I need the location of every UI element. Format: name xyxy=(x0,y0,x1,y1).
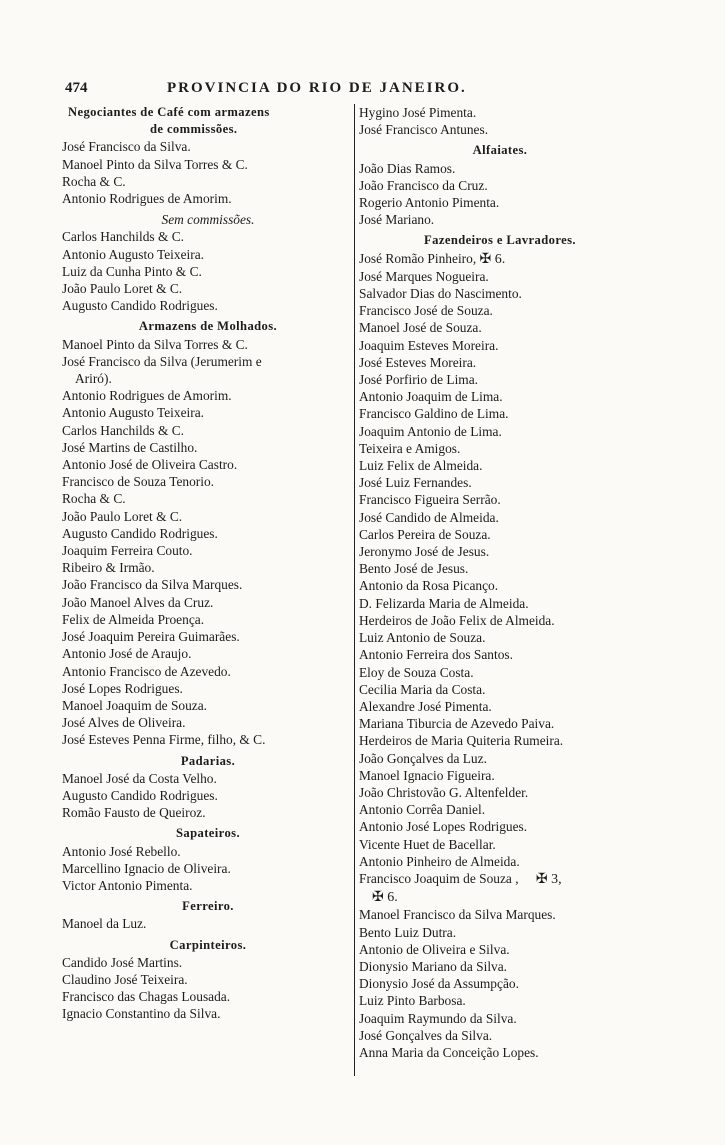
list-item: Dionysio José da Assumpção. xyxy=(359,976,519,992)
list-item-name: José Romão Pinheiro, xyxy=(359,250,477,266)
list-item: Bento Luiz Dutra. xyxy=(359,924,457,940)
list-item-name: Francisco Joaquim de Souza , xyxy=(359,870,519,886)
list-item: Augusto Candido Rodrigues. xyxy=(62,525,218,541)
list-item: Victor Antonio Pimenta. xyxy=(62,877,193,893)
list-item: D. Felizarda Maria de Almeida. xyxy=(359,595,529,611)
section-heading-sem-commissoes: Sem commissões. xyxy=(161,212,255,228)
list-item: José Alves de Oliveira. xyxy=(62,715,186,731)
list-item: Hygino José Pimenta. xyxy=(359,105,477,120)
left-column xyxy=(62,104,354,1023)
list-item: Antonio Corrêa Daniel. xyxy=(359,802,486,818)
fazendeiros-list-b xyxy=(359,906,641,1061)
page-number: 474 xyxy=(65,80,88,96)
list-item: Manoel José da Costa Velho. xyxy=(62,770,217,786)
section-heading-alfaiates: Alfaiates. xyxy=(472,143,528,158)
list-item: Joaquim Ferreira Couto. xyxy=(62,543,193,559)
list-item: Antonio Joaquim de Lima. xyxy=(359,389,503,405)
list-item: Antonio Augusto Teixeira. xyxy=(62,246,205,262)
list-item: Herdeiros de Maria Quiteria Rumeira. xyxy=(359,733,564,749)
list-item: Manoel da Luz. xyxy=(62,916,147,932)
running-title: PROVINCIA DO RIO DE JANEIRO. xyxy=(167,80,467,96)
list-item: Marcellino Ignacio de Oliveira. xyxy=(62,860,231,876)
list-item: Antonio José de Oliveira Castro. xyxy=(62,457,238,473)
list-item xyxy=(359,250,641,268)
list-item: Vicente Huet de Bacellar. xyxy=(359,836,496,852)
list-item: Rogerio Antonio Pimenta. xyxy=(359,195,500,211)
section-heading-sapateiros: Sapateiros. xyxy=(176,826,240,841)
alfaiates-list xyxy=(359,160,641,229)
list-item: Joaquim Antonio de Lima. xyxy=(359,423,502,439)
list-item: José Joaquim Pereira Guimarães. xyxy=(62,629,240,645)
list-item: Carlos Hanchilds & C. xyxy=(62,422,184,438)
list-item: Herdeiros de João Felix de Almeida. xyxy=(359,612,555,628)
list-item: Ribeiro & Irmão. xyxy=(62,560,155,576)
list-item: Joaquim Esteves Moreira. xyxy=(359,337,499,353)
list-item: Candido José Martins. xyxy=(62,954,183,970)
list-item: Jeronymo José de Jesus. xyxy=(359,544,490,560)
list-item: João Paulo Loret & C. xyxy=(62,281,183,297)
list-item: Dionysio Mariano da Silva. xyxy=(359,958,508,974)
list-item: Luiz Felix de Almeida. xyxy=(359,458,483,474)
list-item: Alexandre José Pimenta. xyxy=(359,698,492,714)
list-item: José Candido de Almeida. xyxy=(359,509,499,525)
section-heading-carpinteiros: Carpinteiros. xyxy=(169,937,247,952)
fazendeiros-list-a xyxy=(359,268,641,870)
cafe-list xyxy=(62,138,354,207)
list-item: José Esteves Moreira. xyxy=(359,354,477,370)
list-item: João Francisco da Cruz. xyxy=(359,177,488,193)
column-divider xyxy=(354,104,355,1076)
list-item: José Mariano. xyxy=(359,212,435,228)
list-item: José Martins de Castilho. xyxy=(62,439,198,455)
list-item-wrapped xyxy=(359,870,641,888)
list-item: Ignacio Constantino da Silva. xyxy=(62,1006,221,1022)
list-item-wrapped: José Francisco da Silva (Jerumerim e xyxy=(62,353,262,369)
list-item: José Porfirio de Lima. xyxy=(359,372,479,388)
sapateiros-list xyxy=(62,843,354,895)
list-item: Francisco das Chagas Lousada. xyxy=(62,989,231,1005)
list-item: Rocha & C. xyxy=(62,491,126,507)
cross-icon: ✠ 6. xyxy=(372,890,398,906)
section-heading-cafe: Negociantes de Café com armazens xyxy=(68,105,270,119)
list-item: Francisco Galdino de Lima. xyxy=(359,406,509,422)
list-item: José Lopes Rodrigues. xyxy=(62,680,183,696)
list-item: João Christovão G. Altenfelder. xyxy=(359,784,529,800)
list-item: Carlos Hanchilds & C. xyxy=(62,229,184,245)
list-item: Bento José de Jesus. xyxy=(359,561,469,577)
list-item: Luiz Antonio de Souza. xyxy=(359,630,486,646)
list-item: Carlos Pereira de Souza. xyxy=(359,526,491,542)
list-item: Luiz da Cunha Pinto & C. xyxy=(62,263,202,279)
list-item: Rocha & C. xyxy=(62,173,126,189)
list-item: Luiz Pinto Barbosa. xyxy=(359,993,466,1009)
list-item: Antonio Rodrigues de Amorim. xyxy=(62,388,232,404)
list-item: João Paulo Loret & C. xyxy=(62,508,183,524)
list-item: José Marques Nogueira. xyxy=(359,268,489,284)
page-header xyxy=(65,80,545,102)
list-item: Antonio Francisco de Azevedo. xyxy=(62,663,231,679)
ferreiro-list xyxy=(62,915,354,932)
list-item: Manoel Pinto da Silva Torres & C. xyxy=(62,156,248,172)
list-item: Joaquim Raymundo da Silva. xyxy=(359,1010,517,1026)
list-item: Francisco José de Souza. xyxy=(359,303,493,319)
list-item: Romão Fausto de Queiroz. xyxy=(62,805,206,821)
list-item: Felix de Almeida Proença. xyxy=(62,611,205,627)
list-item: Antonio Pinheiro de Almeida. xyxy=(359,853,520,869)
list-item: José Luiz Fernandes. xyxy=(359,475,472,491)
list-item-wrapped-cont xyxy=(359,888,641,906)
section-heading-ferreiro: Ferreiro. xyxy=(182,899,234,914)
cross-icon: ✠ 6. xyxy=(479,251,506,267)
list-item: Augusto Candido Rodrigues. xyxy=(62,298,218,314)
list-item: Claudino José Teixeira. xyxy=(62,971,188,987)
sem-commissoes-list xyxy=(62,228,354,314)
molhados-list-b xyxy=(62,387,354,748)
list-item: João Dias Ramos. xyxy=(359,160,456,176)
list-item: João Manoel Alves da Cruz. xyxy=(62,594,214,610)
list-item: Cecilia Maria da Costa. xyxy=(359,681,486,697)
list-item: Manoel Ignacio Figueira. xyxy=(359,767,495,783)
list-item: Anna Maria da Conceição Lopes. xyxy=(359,1044,539,1060)
list-item: José Francisco Antunes. xyxy=(359,122,489,138)
section-heading-padarias: Padarias. xyxy=(180,753,236,768)
section-heading-cafe-cont: de commissões. xyxy=(150,122,238,137)
carpinteiros-list xyxy=(62,954,354,1023)
list-item: Antonio José Lopes Rodrigues. xyxy=(359,819,528,835)
list-item: Mariana Tiburcia de Azevedo Paiva. xyxy=(359,716,555,732)
cross-icon: ✠ 3, xyxy=(535,871,562,887)
right-column xyxy=(359,104,641,1061)
list-item: Antonio José de Araujo. xyxy=(62,646,192,662)
list-item: Manoel José de Souza. xyxy=(359,320,482,336)
list-item: Teixeira e Amigos. xyxy=(359,440,461,456)
list-item: José Esteves Penna Firme, filho, & C. xyxy=(62,732,266,748)
top-list xyxy=(359,104,641,138)
list-item: Antonio de Oliveira e Silva. xyxy=(359,941,510,957)
section-heading-fazendeiros: Fazendeiros e Lavradores. xyxy=(424,233,576,248)
list-item: João Francisco da Silva Marques. xyxy=(62,577,243,593)
list-item: Manoel Francisco da Silva Marques. xyxy=(359,907,556,923)
list-item: João Gonçalves da Luz. xyxy=(359,750,487,766)
list-item: Manoel Pinto da Silva Torres & C. xyxy=(62,336,248,352)
list-item: Francisco Figueira Serrão. xyxy=(359,492,501,508)
list-item: Antonio Ferreira dos Santos. xyxy=(359,647,513,663)
section-heading-molhados: Armazens de Molhados. xyxy=(138,319,278,334)
list-item: José Francisco da Silva. xyxy=(62,139,191,155)
padarias-list xyxy=(62,770,354,822)
list-item: Manoel Joaquim de Souza. xyxy=(62,697,208,713)
list-item: Antonio Rodrigues de Amorim. xyxy=(62,191,232,207)
list-item: José Gonçalves da Silva. xyxy=(359,1027,493,1043)
list-item: Francisco de Souza Tenorio. xyxy=(62,474,215,490)
list-item: Augusto Candido Rodrigues. xyxy=(62,787,218,803)
list-item: Eloy de Souza Costa. xyxy=(359,664,474,680)
list-item-wrapped-cont: Ariró). xyxy=(75,371,112,387)
list-item: Antonio da Rosa Picanço. xyxy=(359,578,499,594)
molhados-list-a xyxy=(62,336,354,353)
list-item: Antonio Augusto Teixeira. xyxy=(62,405,205,421)
list-item: Salvador Dias do Nascimento. xyxy=(359,286,522,302)
list-item: Antonio José Rebello. xyxy=(62,843,181,859)
